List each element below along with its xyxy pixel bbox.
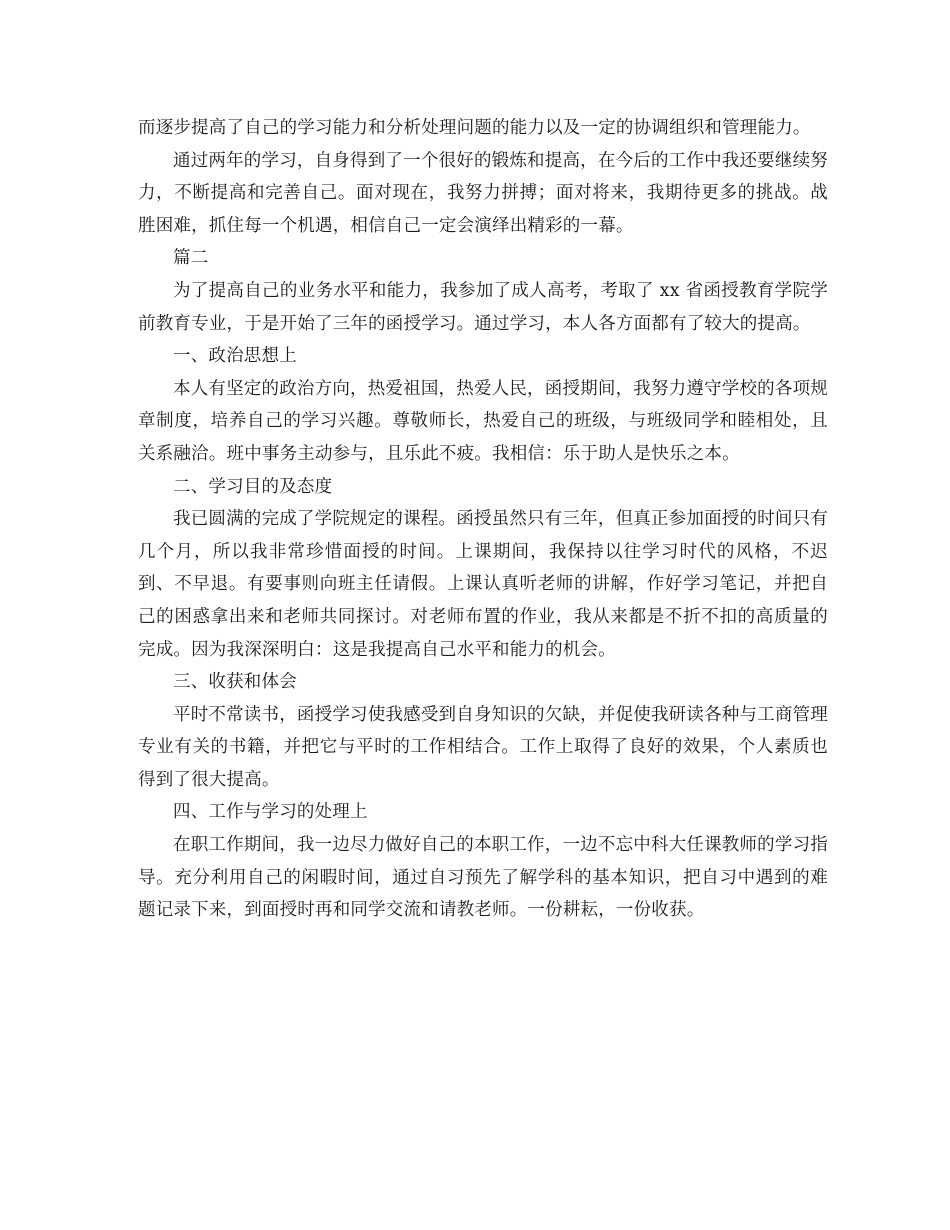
heading-work-study-balance: 四、工作与学习的处理上 bbox=[173, 802, 368, 823]
paragraph-study-attitude: 我已圆满的完成了学院规定的课程。函授虽然只有三年，但真正参加面授的时间只有几个月，所以我非常珍惜面授的时间。上课期间，我保持以往学习时代的风格，不迟到、不早退。有要事则向班主任请假。上课认真听老师的讲解，作好学习笔记，并把自己的困惑拿出来和老师共同探讨。对老师布置的作业，我从来都是不折不扣的高质量的完成。因为我深深明白：这是我提高自己水平和能力的机会。 bbox=[138, 509, 828, 660]
section-title-part-two: 篇二 bbox=[173, 248, 209, 269]
paragraph-gains: 平时不常读书，函授学习使我感受到自身知识的欠缺，并促使我研读各种与工商管理专业有关的书籍，并把它与平时的工作相结合。工作上取得了良好的效果，个人素质也得到了很大提高。 bbox=[138, 704, 828, 790]
document-body bbox=[138, 112, 828, 927]
paragraph-political-thought: 本人有坚定的政治方向，热爱祖国，热爱人民，函授期间，我努力遵守学校的各项规章制度，培养自己的学习兴趣。尊敬师长，热爱自己的班级，与班级同学和睦相处，且关系融洽。班中事务主动参与，且乐此不疲。我相信：乐于助人是快乐之本。 bbox=[138, 378, 828, 464]
paragraph-work-study-balance: 在职工作期间，我一边尽力做好自己的本职工作，一边不忘中科大任课教师的学习指导。充分利用自己的闲暇时间，通过自习预先了解学科的基本知识，把自习中遇到的难题记录下来，到面授时再和同学交流和请教老师。一份耕耘，一份收获。 bbox=[138, 835, 828, 921]
paragraph-intro: 为了提高自己的业务水平和能力，我参加了成人高考，考取了 xx 省函授教育学院学前教育专业，于是开始了三年的函授学习。通过学习，本人各方面都有了较大的提高。 bbox=[138, 280, 828, 334]
heading-gains: 三、收获和体会 bbox=[173, 672, 297, 693]
paragraph-continuation: 而逐步提高了自己的学习能力和分析处理问题的能力以及一定的协调组织和管理能力。 bbox=[138, 118, 811, 138]
heading-study-attitude: 二、学习目的及态度 bbox=[173, 476, 333, 497]
paragraph-conclusion: 通过两年的学习，自身得到了一个很好的锻炼和提高，在今后的工作中我还要继续努力，不断提高和完善自己。面对现在，我努力拼搏；面对将来，我期待更多的挑战。战胜困难，抓住每一个机遇，相信自己一定会演绎出精彩的一幕。 bbox=[138, 150, 828, 236]
heading-political-thought: 一、政治思想上 bbox=[173, 346, 297, 367]
